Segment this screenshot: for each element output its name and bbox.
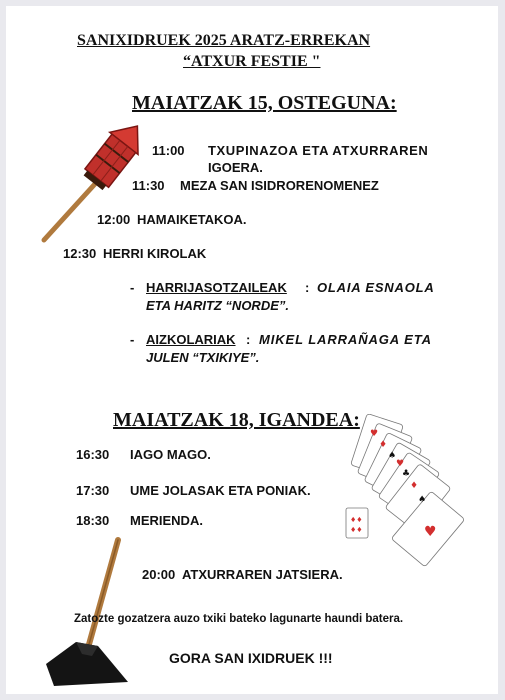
svg-text:♠: ♠ (388, 451, 397, 461)
svg-text:♦: ♦ (379, 440, 388, 450)
event-time: 18:30 (76, 513, 110, 528)
cheer-text: GORA SAN IXIDRUEK !!! (169, 650, 333, 666)
svg-text:♥: ♥ (396, 459, 405, 469)
sub-item-label: AIZKOLARIAK (146, 332, 236, 347)
svg-text:♦♦: ♦♦ (350, 516, 363, 524)
event-text: MERIENDA. (130, 513, 203, 528)
playing-cards-icon (336, 414, 466, 574)
sub-item-text: ETA HARITZ “NORDE”. (146, 298, 289, 313)
sub-item-sep: : (305, 280, 310, 295)
svg-text:♦: ♦ (410, 481, 419, 491)
event-text: TXUPINAZOA ETA ATXURRAREN (208, 143, 429, 158)
event-time: 17:30 (76, 483, 110, 498)
invite-text: Zatozte gozatzera auzo txiki bateko lagunarte haundi batera. (74, 613, 404, 625)
event-time: 12:30 (63, 246, 97, 261)
day2-heading: MAIATZAK 18, IGANDEA: (113, 409, 360, 431)
sub-item-bullet: - (130, 280, 135, 295)
event-time: 12:00 (97, 212, 131, 227)
event-time: 11:00 (152, 143, 185, 158)
title-line-1: SANIXIDRUEK 2025 ARATZ-ERREKAN (77, 32, 371, 49)
sub-item-sep: : (246, 332, 251, 347)
event-text: UME JOLASAK ETA PONIAK. (130, 483, 311, 498)
event-text: HERRI KIROLAK (103, 246, 207, 261)
event-text: MEZA SAN ISIDRORENOMENEZ (180, 178, 379, 193)
sub-item-label: HARRIJASOTZAILEAK (146, 280, 287, 295)
event-time: 20:00 (142, 567, 176, 582)
day1-heading: MAIATZAK 15, OSTEGUNA: (132, 92, 397, 114)
sub-item-text: OLAIA ESNAOLA (317, 280, 435, 295)
event-text: HAMAIKETAKOA. (137, 212, 247, 227)
event-text: IAGO MAGO. (130, 447, 211, 462)
event-time: 11:30 (132, 178, 165, 193)
sub-item-bullet: - (130, 332, 135, 347)
svg-text:♥: ♥ (424, 524, 437, 540)
svg-text:♦♦: ♦♦ (350, 526, 363, 534)
sub-item-text: JULEN “TXIKIYE”. (146, 350, 260, 365)
event-time: 16:30 (76, 447, 110, 462)
event-text: ATXURRAREN JATSIERA. (182, 567, 343, 582)
poster (6, 6, 498, 694)
svg-text:♠: ♠ (418, 495, 427, 505)
title-line-2: “ATXUR FESTIE " (183, 53, 321, 70)
svg-text:♣: ♣ (402, 469, 411, 479)
sub-item-text: MIKEL LARRAÑAGA ETA (259, 332, 432, 347)
svg-text:♥: ♥ (370, 429, 379, 439)
event-text: IGOERA. (208, 160, 263, 175)
